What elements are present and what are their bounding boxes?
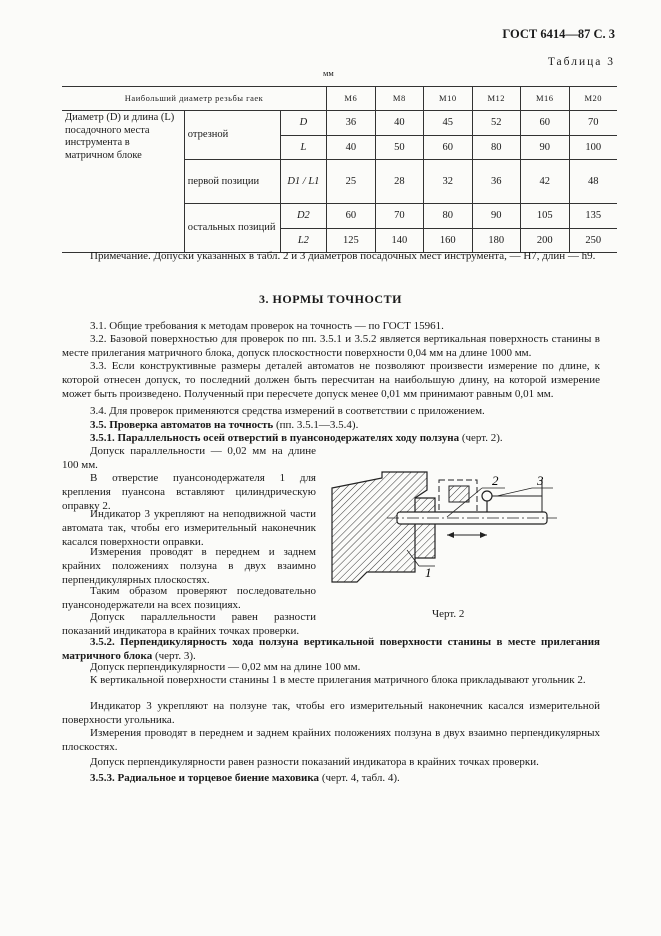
table-cell: 160 — [424, 228, 472, 253]
table-cell: 80 — [472, 135, 520, 160]
section-title: 3. НОРМЫ ТОЧНОСТИ — [259, 292, 402, 306]
table-cell: 70 — [569, 111, 617, 136]
col-header: М8 — [375, 87, 423, 111]
table-cell: 100 — [569, 135, 617, 160]
paragraph-mandrel: В отверстие пуансонодержателя 1 для крепления пуансона вставляют цилиндрическую оправку 2. — [62, 472, 316, 512]
paragraph-3-3: 3.3. Если конструктивные размеры деталей автоматов не позволяют произвести измерение по длине, к которой отнесен допуск, то последний должен быть пересчитан на наибольшую длину, на которой измерение может быть произведено. Полученный при пересчете допуск менее 0,01 мм принимают равным 0,01 мм. — [62, 360, 600, 400]
paragraph-3-5-3-ref: (черт. 4, табл. 4). — [319, 772, 400, 784]
travel-arrow-right-head — [480, 532, 487, 538]
paragraph-perp-tolerance: Допуск перпендикулярности — 0,02 мм на длине 100 мм. — [90, 661, 361, 673]
label-1: 1 — [425, 565, 432, 580]
table-caption: Таблица 3 — [547, 56, 615, 68]
col-header: М12 — [472, 87, 520, 111]
paragraph-measure: Измерения проводят в переднем и заднем крайних положениях ползуна в двух взаимно перпендикулярных плоскостях. — [62, 546, 316, 586]
col-header: М10 — [424, 87, 472, 111]
paragraph-3-5-3 — [62, 772, 600, 786]
table-cell: 28 — [375, 160, 423, 204]
paragraph-3-5-1 — [62, 432, 600, 446]
indicator-head — [482, 491, 492, 501]
paragraph-3-5-1-ref: (черт. 2). — [459, 432, 503, 444]
paragraph-3-5 — [62, 419, 600, 433]
table-cell: 70 — [375, 204, 423, 229]
paragraph-measure-2: Измерения проводят в переднем и заднем крайних положениях ползуна в двух взаимно перпендикулярных плоскостях. — [62, 727, 600, 753]
col-header: М6 — [327, 87, 375, 111]
paragraph-3-5-2-title: 3.5.2. Перпендикулярность хода ползуна вертикальной поверхности станины в месте прилегания матричного блока — [62, 636, 600, 662]
figure-2-drawing — [327, 450, 607, 600]
table-unit: мм — [323, 68, 334, 78]
punch-holder-flange — [415, 498, 435, 558]
paragraph-tolerance: Допуск параллельности — 0,02 мм на длине 100 мм. — [62, 445, 316, 471]
table-cell: 45 — [424, 111, 472, 136]
paragraph-3-5-2-ref: (черт. 3). — [152, 649, 196, 662]
paragraph-3-5-1-title: 3.5.1. Параллельность осей отверстий в пуансонодержателях ходу ползуна — [90, 432, 460, 444]
paragraph-3-2: 3.2. Базовой поверхностью для проверок по пп. 3.5.1 и 3.5.2 является вертикальная поверхность станины в месте прилегания матричного блока, допуск плоскостности поверхности 0,04 мм на длине 1000 мм. — [62, 333, 600, 359]
page-header: ГОСТ 6414—87 С. 3 — [502, 27, 615, 41]
cover-part — [449, 486, 469, 502]
table-cell: 60 — [521, 111, 569, 136]
table-cell: 250 — [569, 228, 617, 253]
table-cell: 140 — [375, 228, 423, 253]
symbol-cell: D1 / L1 — [280, 160, 326, 204]
table-cell: 48 — [569, 160, 617, 204]
paragraph-3-5-3-title: 3.5.3. Радиальное и торцевое биение маховика — [90, 772, 320, 784]
table-cell: 200 — [521, 228, 569, 253]
table-title-header: Наибольший диаметр резьбы гаек — [62, 87, 327, 111]
paragraph-difference: Допуск параллельности равен разности показаний индикатора в крайних точках проверки. — [62, 611, 316, 637]
table-cell: 90 — [521, 135, 569, 160]
dimensions-table — [62, 86, 617, 253]
table-cell: 105 — [521, 204, 569, 229]
symbol-cell: L — [280, 135, 326, 160]
table-cell: 36 — [327, 111, 375, 136]
table-note: Примечание. Допуски указанных в табл. 2 и 3 диаметров посадочных мест инструмента, — Н7, длин — h9. — [90, 250, 596, 262]
group-label: остальных позиций — [184, 204, 280, 253]
table-cell: 60 — [327, 204, 375, 229]
table-cell: 50 — [375, 135, 423, 160]
label-3: 3 — [537, 473, 544, 488]
paragraph-sequence: Таким образом проверяют последовательно пуансонодержатели на всех позициях. — [62, 585, 316, 611]
paragraph-perp-difference: Допуск перпендикулярности равен разности показаний индикатора в крайних точках проверки. — [90, 756, 539, 768]
table-cell: 90 — [472, 204, 520, 229]
symbol-cell: L2 — [280, 228, 326, 253]
leader-3 — [497, 488, 532, 496]
paragraph-3-5-ref: (пп. 3.5.1—3.5.4). — [273, 419, 359, 431]
table-cell: 25 — [327, 160, 375, 204]
row-label: Диаметр (D) и длина (L) посадочного места инструмента в матричном блоке — [62, 111, 184, 253]
paragraph-indicator: Индикатор 3 укрепляют на неподвижной части автомата так, чтобы его измерительный наконечник касался поверхности оправки. — [62, 508, 316, 548]
group-label: первой позиции — [184, 160, 280, 204]
paragraph-3-1: 3.1. Общие требования к методам проверок на точность — по ГОСТ 15961. — [90, 320, 444, 332]
table-cell: 52 — [472, 111, 520, 136]
table-cell: 180 — [472, 228, 520, 253]
table-cell: 40 — [327, 135, 375, 160]
table-cell: 60 — [424, 135, 472, 160]
table-cell: 125 — [327, 228, 375, 253]
travel-arrow-left-head — [447, 532, 454, 538]
paragraph-3-5-2 — [62, 636, 600, 664]
table-cell: 135 — [569, 204, 617, 229]
punch-holder-body — [332, 472, 427, 582]
paragraph-square: К вертикальной поверхности станины 1 в месте прилегания матричного блока прикладывают угольник 2. — [90, 674, 586, 686]
figure-caption: Черт. 2 — [432, 608, 465, 620]
table-cell: 42 — [521, 160, 569, 204]
table-cell: 40 — [375, 111, 423, 136]
label-2: 2 — [492, 473, 499, 488]
symbol-cell: D — [280, 111, 326, 136]
paragraph-3-4: 3.4. Для проверок применяются средства измерений в соответствии с приложением. — [90, 405, 485, 417]
paragraph-3-5-title: 3.5. Проверка автоматов на точность — [90, 419, 274, 431]
col-header: М16 — [521, 87, 569, 111]
symbol-cell: D2 — [280, 204, 326, 229]
table-cell: 32 — [424, 160, 472, 204]
paragraph-indicator-slide: Индикатор 3 укрепляют на ползуне так, чтобы его измерительный наконечник касался измерительной поверхности угольника. — [62, 700, 600, 726]
col-header: М20 — [569, 87, 617, 111]
group-label: отрезной — [184, 111, 280, 160]
table-cell: 80 — [424, 204, 472, 229]
table-cell: 36 — [472, 160, 520, 204]
